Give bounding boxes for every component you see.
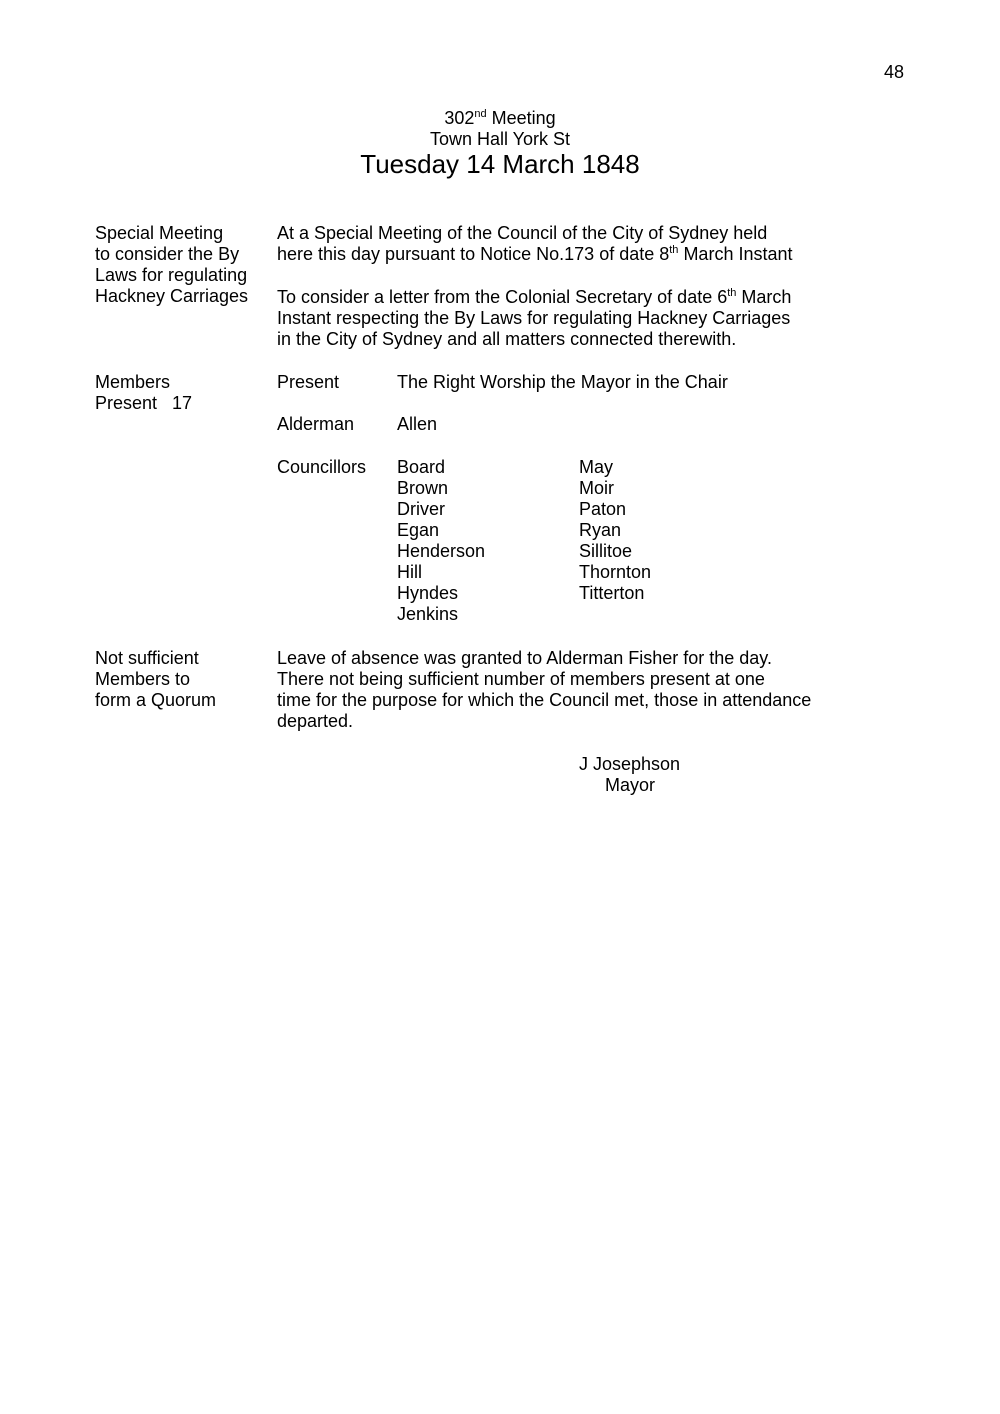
meeting-number: 302nd Meeting	[444, 108, 556, 128]
list-item: Board	[397, 457, 446, 477]
list-item: Henderson	[397, 541, 486, 561]
meeting-date: Tuesday 14 March 1848	[360, 149, 640, 179]
list-item: Jenkins	[397, 604, 459, 624]
list-item: Hill	[397, 562, 422, 582]
purpose-paragraph: To consider a letter from the Colonial Secretary of date 6th March Instant respecting the By Laws for regulating Hackney Carriages in the City of Sydney and all matters connected therewith.	[277, 287, 792, 349]
margin-note-special-meeting: Special Meeting to consider the By Laws for regulating Hackney Carriages	[95, 223, 249, 306]
present-value: The Right Worship the Mayor in the Chair	[397, 372, 728, 392]
list-item: Titterton	[579, 583, 645, 603]
list-item: Sillitoe	[579, 541, 633, 561]
list-item: Driver	[397, 499, 445, 519]
signature-title: Mayor	[605, 775, 656, 795]
margin-note-members-present: Members Present 17	[95, 372, 193, 413]
page-number: 48	[883, 62, 904, 82]
councillors-list-1	[397, 457, 485, 625]
councillors-list-2	[579, 457, 651, 604]
list-item: May	[579, 457, 614, 477]
list-item: Egan	[397, 520, 440, 540]
margin-note-quorum: Not sufficient Members to form a Quorum	[95, 648, 217, 710]
meeting-venue: Town Hall York St	[429, 129, 571, 149]
alderman-label: Alderman	[277, 414, 355, 434]
councillors-label: Councillors	[277, 457, 367, 477]
present-label: Present	[277, 372, 340, 392]
list-item: Moir	[579, 478, 614, 498]
list-item: Thornton	[579, 562, 652, 582]
alderman-value: Allen	[397, 414, 438, 434]
signature-name: J Josephson	[579, 754, 681, 774]
list-item: Brown	[397, 478, 449, 498]
list-item: Ryan	[579, 520, 622, 540]
list-item: Paton	[579, 499, 627, 519]
list-item: Hyndes	[397, 583, 459, 603]
quorum-paragraph: Leave of absence was granted to Alderman Fisher for the day. There not being sufficient number of members present at one time for the purpose for which the Council met, those in attendance departed.	[277, 648, 812, 731]
special-meeting-paragraph: At a Special Meeting of the Council of the City of Sydney held here this day pursuant to Notice No.173 of date 8th March Instant	[277, 223, 793, 264]
